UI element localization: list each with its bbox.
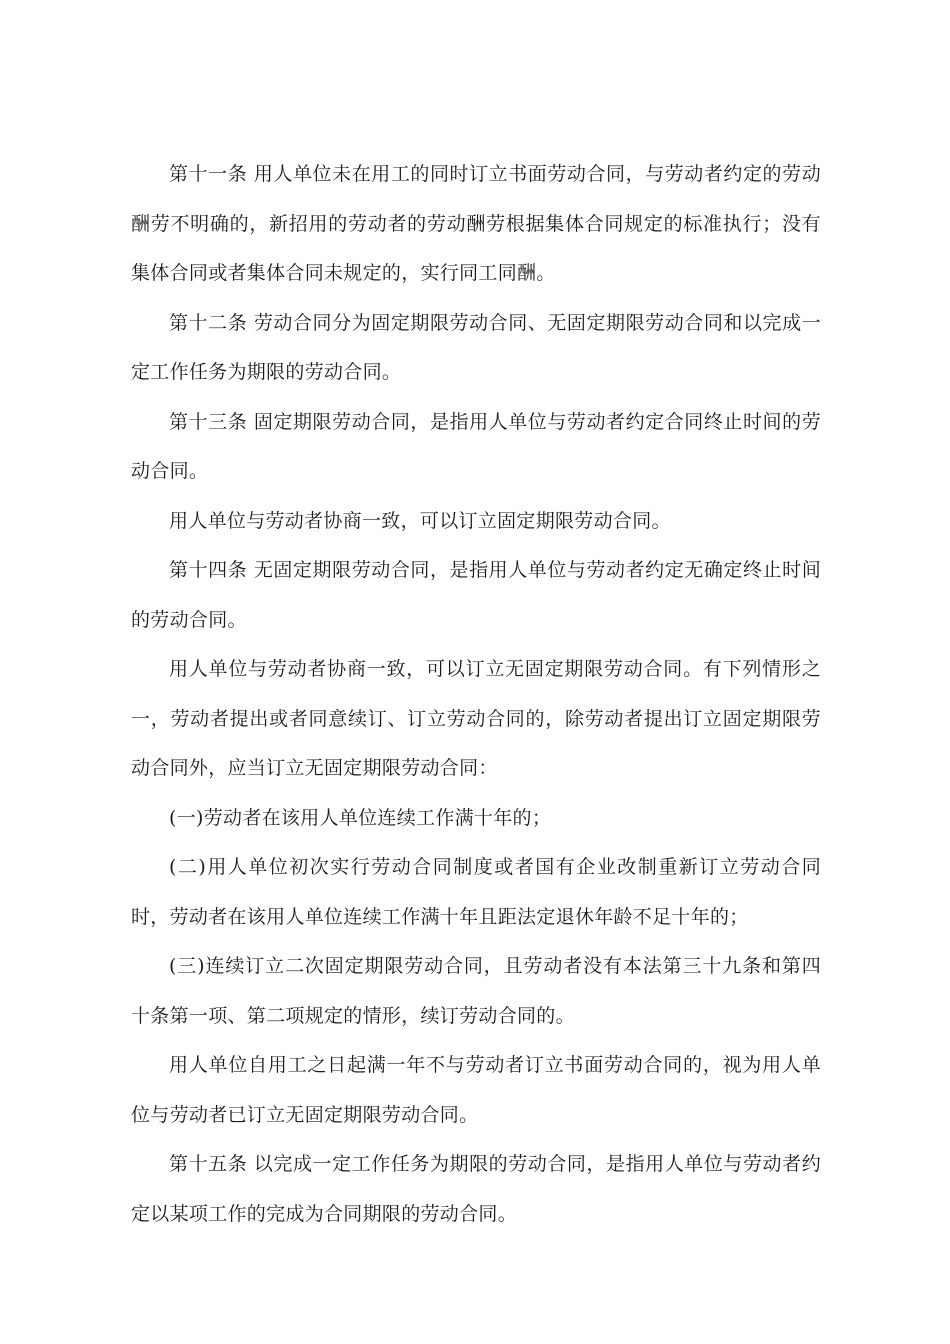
paragraph-article-14-deemed: 用人单位自用工之日起满一年不与劳动者订立书面劳动合同的，视为用人单位与劳动者已订立无固定期限劳动合同。 bbox=[131, 1054, 821, 1126]
document-body bbox=[131, 150, 821, 1239]
paragraph-item-1: (一)劳动者在该用人单位连续工作满十年的； bbox=[169, 806, 552, 829]
paragraph-article-14-conditions: 用人单位与劳动者协商一致，可以订立无固定期限劳动合同。有下列情形之一，劳动者提出或者同意续订、订立劳动合同的，除劳动者提出订立固定期限劳动合同外，应当订立无固定期限劳动合同： bbox=[131, 658, 821, 779]
paragraph-article-13: 第十三条 固定期限劳动合同，是指用人单位与劳动者约定合同终止时间的劳动合同。 bbox=[131, 410, 821, 482]
paragraph-article-15: 第十五条 以完成一定工作任务为期限的劳动合同，是指用人单位与劳动者约定以某项工作的完成为合同期限的劳动合同。 bbox=[131, 1153, 821, 1225]
paragraph-article-11: 第十一条 用人单位未在用工的同时订立书面劳动合同，与劳动者约定的劳动酬劳不明确的，新招用的劳动者的劳动酬劳根据集体合同规定的标准执行；没有集体合同或者集体合同未规定的，实行同工同酬。 bbox=[131, 163, 821, 284]
paragraph-article-12: 第十二条 劳动合同分为固定期限劳动合同、无固定期限劳动合同和以完成一定工作任务为期限的劳动合同。 bbox=[131, 311, 821, 383]
paragraph-article-14: 第十四条 无固定期限劳动合同，是指用人单位与劳动者约定无确定终止时间的劳动合同。 bbox=[131, 559, 821, 631]
paragraph-item-3: (三)连续订立二次固定期限劳动合同，且劳动者没有本法第三十九条和第四十条第一项、第二项规定的情形，续订劳动合同的。 bbox=[131, 955, 821, 1027]
paragraph-article-13-note: 用人单位与劳动者协商一致，可以订立固定期限劳动合同。 bbox=[169, 509, 671, 532]
paragraph-item-2: (二)用人单位初次实行劳动合同制度或者国有企业改制重新订立劳动合同时，劳动者在该用人单位连续工作满十年且距法定退休年龄不足十年的； bbox=[131, 856, 821, 928]
